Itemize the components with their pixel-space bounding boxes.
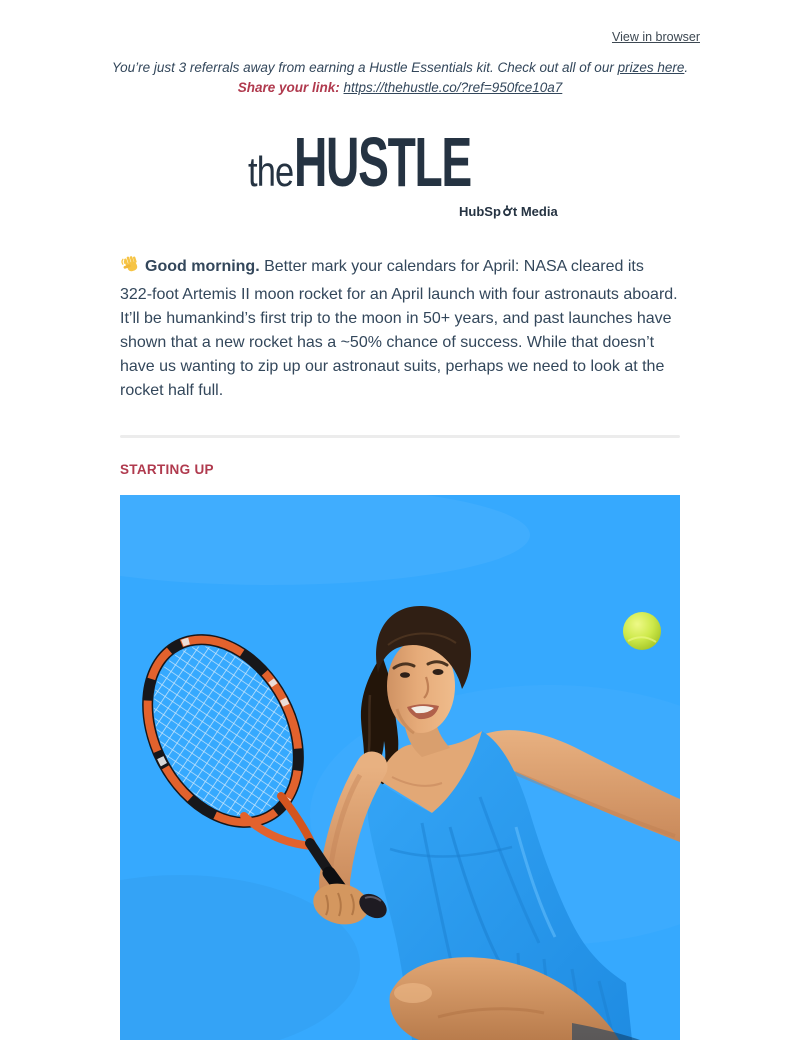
share-your-link-label: Share your link: xyxy=(237,80,340,95)
hubspot-media-byline xyxy=(238,204,561,219)
referral-banner xyxy=(100,58,700,98)
tennis-ball xyxy=(623,612,661,650)
hustle-logo xyxy=(238,122,561,219)
referral-line xyxy=(100,58,700,78)
section-heading-starting-up: STARTING UP xyxy=(120,462,214,477)
intro-lead: Good morning. xyxy=(145,258,260,275)
referral-url-link[interactable]: https://thehustle.co/?ref=950fce10a7 xyxy=(343,80,563,95)
logo-wordmark xyxy=(238,122,561,202)
intro-paragraph xyxy=(120,255,680,403)
tennis-player-photo xyxy=(120,495,680,1040)
byline-post: t Media xyxy=(512,204,558,219)
logo-hustle: HUSTLE xyxy=(293,123,471,201)
email-body xyxy=(100,0,700,1040)
prizes-here-link[interactable]: prizes here xyxy=(617,60,685,75)
view-in-browser-link[interactable]: View in browser xyxy=(611,30,700,44)
section-divider xyxy=(120,435,680,438)
masthead xyxy=(100,122,700,221)
referral-period: . xyxy=(684,60,689,75)
utility-bar xyxy=(100,28,700,46)
referral-text: You’re just 3 referrals away from earning a Hustle Essentials kit. Check out all of our xyxy=(111,60,618,75)
share-line xyxy=(100,78,700,98)
intro-body-text: Better mark your calendars for April: NASA cleared its 322-foot Artemis II moon rocket for an April launch with four astronauts aboard. It’ll be humankind’s first trip to the moon in 50+ years, and past launches have shown that a new rocket has a ~50% chance of success. While that doesn’t have us wanting to zip up our astronaut suits, perhaps we need to look at the rocket half full. xyxy=(120,258,678,399)
hubspot-sprocket-icon xyxy=(501,204,513,219)
waving-hand-icon xyxy=(120,255,141,283)
logo-the: the xyxy=(248,148,294,195)
byline-pre: HubSp xyxy=(459,204,501,219)
